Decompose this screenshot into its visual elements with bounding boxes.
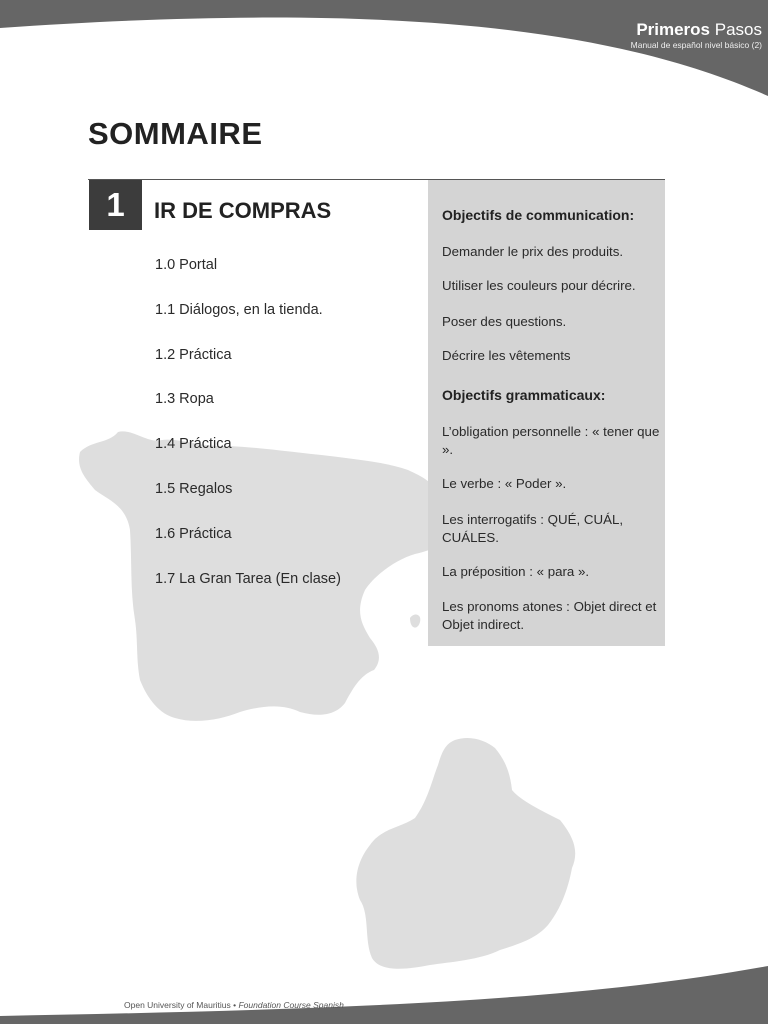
toc-item-1-0[interactable]: 1.0 Portal [155,257,218,273]
toc-list [155,256,341,614]
unit-title: IR DE COMPRAS [154,198,332,223]
toc-item-1-5[interactable]: 1.5 Regalos [155,480,233,497]
footer-institution: Open University of Mauritius [124,1000,231,1010]
mauritius-map-silhouette [356,738,575,969]
communication-objective: Demander le prix des produits. [442,244,624,259]
communication-objectives-heading: Objectifs de communication: [442,207,635,223]
grammar-objective: Les interrogatifs : QUÉ, CUÁL, CUÁLES. [442,512,624,545]
objectives-panel [428,180,665,646]
grammar-objective: L’obligation personnelle : « tener que ». [442,424,660,457]
communication-objective: Poser des questions. [442,314,567,329]
grammar-objective: Le verbe : « Poder ». [442,476,567,491]
brand-title-light: Pasos [714,20,762,39]
footer-band [0,960,768,1024]
island-silhouette [410,615,420,628]
toc-item-1-7[interactable]: 1.7 La Gran Tarea (En clase) [155,570,341,587]
toc-item-1-4[interactable]: 1.4 Práctica [155,436,232,453]
grammar-objective: La préposition : « para ». [442,564,590,579]
communication-objective: Utiliser les couleurs pour décrire. [442,278,636,293]
footer-separator: • [230,1000,239,1010]
toc-item-1-2[interactable]: 1.2 Práctica [155,346,232,363]
toc-item-1-6[interactable]: 1.6 Práctica [155,525,232,542]
toc-item-1-1[interactable]: 1.1 Diálogos, en la tienda. [155,301,323,318]
footer-credit [124,1000,344,1010]
page-title: SOMMAIRE [88,116,263,151]
communication-objective: Décrire les vêtements [442,348,571,363]
unit-number-badge: 1 [89,180,142,230]
toc-item-1-3[interactable]: 1.3 Ropa [155,391,214,408]
brand-title-bold: Primeros [636,20,711,39]
brand-subtitle: Manual de español nivel básico (2) [630,40,762,50]
grammar-objectives-heading: Objectifs grammaticaux: [442,387,606,403]
grammar-objective: Les pronoms atones : Objet direct et Objet indirect. [442,599,657,632]
footer-course: Foundation Course Spanish [238,1000,344,1010]
